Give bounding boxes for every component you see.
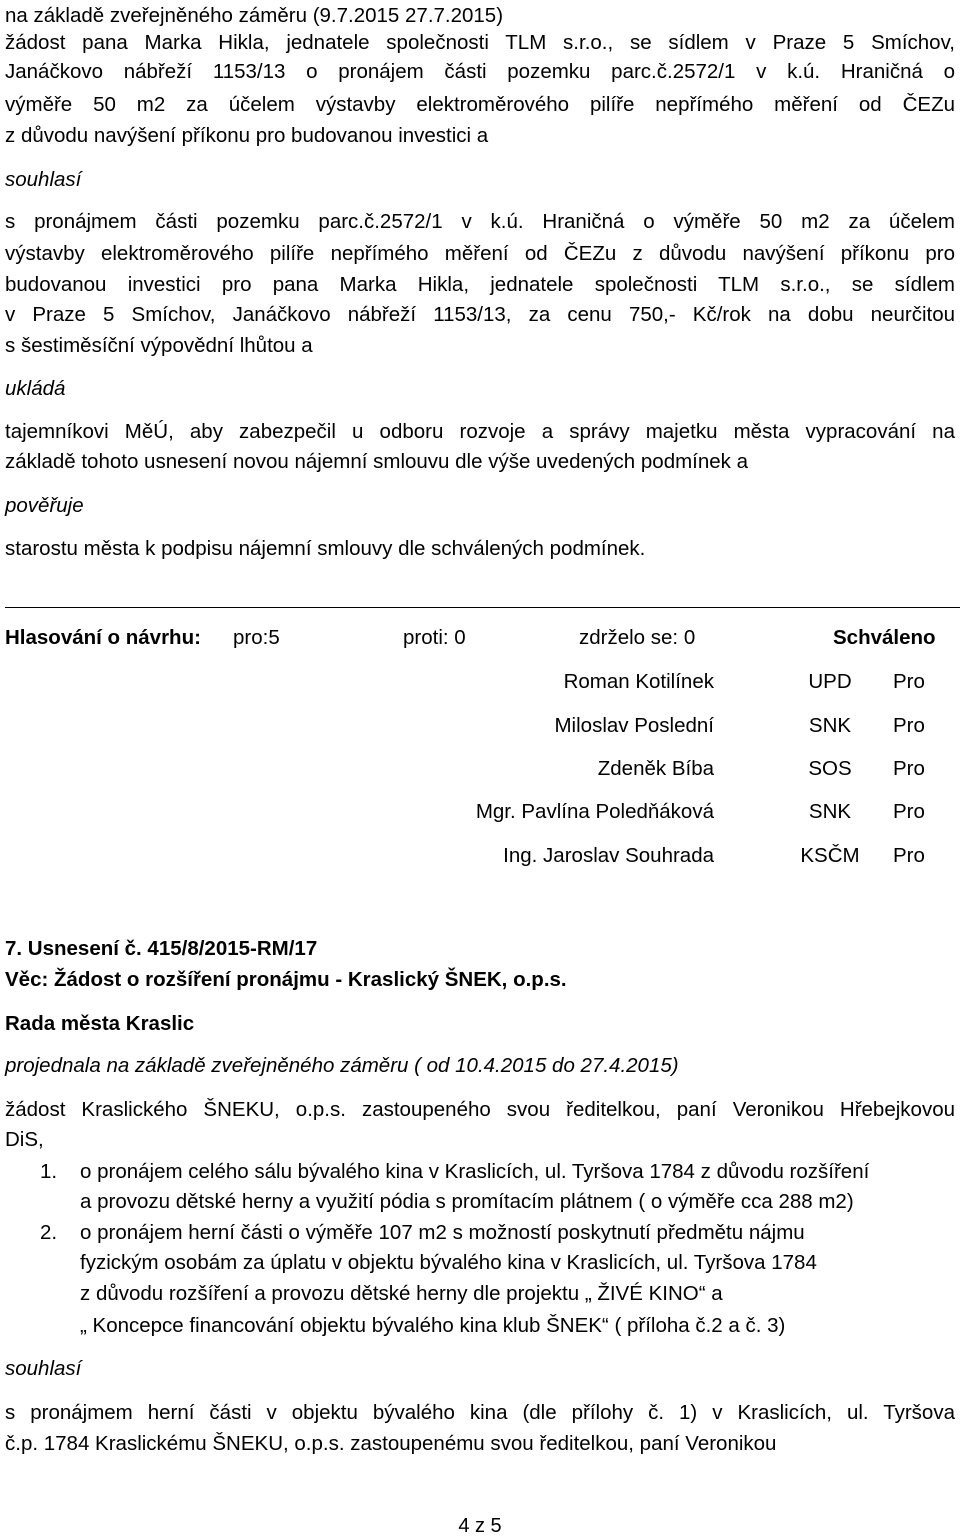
member-name: Ing. Jaroslav Souhrada (503, 844, 714, 867)
text-line: tajemníkovi MěÚ, aby zabezpečil u odboru rozvoje a správy majetku města vypracování na (5, 420, 955, 443)
text-line: na základě zveřejněného záměru (9.7.2015 27.7.2015) (5, 4, 504, 27)
vote-result: Schváleno (833, 626, 936, 649)
text-line: č.p. 1784 Kraslickému ŠNEKU, o.p.s. zastoupenému svou ředitelkou, paní Veronikou (5, 1432, 777, 1455)
text-line: starostu města k podpisu nájemní smlouvy dle schválených podmínek. (5, 537, 646, 560)
text-line: Janáčkovo nábřeží 1153/13 o pronájem části pozemku parc.č.2572/1 v k.ú. Hraničná o (5, 60, 955, 83)
list-number: 2. (40, 1221, 58, 1244)
member-party: KSČM (800, 844, 860, 867)
member-vote: Pro (893, 670, 925, 693)
member-party: SNK (808, 714, 852, 737)
section-divider (5, 607, 960, 608)
projednala-line: projednala na základě zveřejněného záměru ( od 10.4.2015 do 27.4.2015) (5, 1054, 679, 1077)
text-line: o pronájem celého sálu bývalého kina v Kraslicích, ul. Tyršova 1784 z důvodu rozšíření (80, 1160, 870, 1183)
page-number: 4 z 5 (458, 1515, 502, 1537)
text-line: výstavby elektroměrového pilíře nepřímého měření od ČEZu z důvodu navýšení příkonu pro (5, 242, 955, 265)
verb-souhlasi: souhlasí (5, 1357, 82, 1380)
member-vote: Pro (893, 757, 925, 780)
list-number: 1. (40, 1160, 58, 1183)
text-line: s pronájmem části pozemku parc.č.2572/1 v k.ú. Hraničná o výměře 50 m2 za účelem (5, 210, 955, 233)
text-line: žádost pana Marka Hikla, jednatele společnosti TLM s.r.o., se sídlem v Praze 5 Smíchov, (5, 31, 955, 54)
text-line: s pronájmem herní části v objektu bývalého kina (dle přílohy č. 1) v Kraslicích, ul. Tyršova (5, 1401, 955, 1424)
member-name: Miloslav Poslední (554, 714, 714, 737)
member-party: SOS (808, 757, 852, 780)
member-vote: Pro (893, 714, 925, 737)
verb-souhlasi: souhlasí (5, 168, 82, 191)
text-line: výměře 50 m2 za účelem výstavby elektroměrového pilíře nepřímého měření od ČEZu (5, 93, 955, 116)
member-name: Mgr. Pavlína Poledňáková (475, 800, 714, 823)
text-line: základě tohoto usnesení novou nájemní smlouvu dle výše uvedených podmínek a (5, 450, 749, 473)
member-vote: Pro (893, 844, 925, 867)
verb-poveruje: pověřuje (5, 494, 84, 517)
text-line: DiS, (5, 1128, 44, 1151)
voting-label: Hlasování o návrhu: (5, 626, 201, 649)
member-name: Roman Kotilínek (563, 670, 714, 693)
text-line: v Praze 5 Smíchov, Janáčkovo nábřeží 1153/13, za cenu 750,- Kč/rok na dobu neurčitou (5, 303, 955, 326)
text-line: z důvodu rozšíření a provozu dětské herny dle projektu „ ŽIVÉ KINO“ a (80, 1282, 723, 1305)
resolution-body: Rada města Kraslic (5, 1012, 195, 1035)
text-line: o pronájem herní části o výměře 107 m2 s možností poskytnutí předmětu nájmu (80, 1221, 805, 1244)
text-line: žádost Kraslického ŠNEKU, o.p.s. zastoupeného svou ředitelkou, paní Veronikou Hřebejkovou (5, 1098, 955, 1121)
member-vote: Pro (893, 800, 925, 823)
text-line: fyzickým osobám za úplatu v objektu bývalého kina v Kraslicích, ul. Tyršova 1784 (80, 1251, 817, 1274)
member-name: Zdeněk Bíba (597, 757, 714, 780)
text-line: „ Koncepce financování objektu bývalého kina klub ŠNEK“ ( příloha č.2 a č. 3) (80, 1314, 786, 1337)
member-party: SNK (808, 800, 852, 823)
text-line: s šestiměsíční výpovědní lhůtou a (5, 334, 313, 357)
text-line: a provozu dětské herny a využití pódia s promítacím plátnem ( o výměře cca 288 m2) (80, 1190, 854, 1213)
verb-uklada: ukládá (5, 377, 66, 400)
vote-pro-count: pro:5 (233, 626, 280, 649)
vote-proti-count: proti: 0 (403, 626, 466, 649)
text-line: budovanou investici pro pana Marka Hikla, jednatele společnosti TLM s.r.o., se sídlem (5, 273, 955, 296)
resolution-number: 7. Usnesení č. 415/8/2015-RM/17 (5, 937, 318, 960)
vote-abstain-count: zdrželo se: 0 (579, 626, 696, 649)
text-line: z důvodu navýšení příkonu pro budovanou investici a (5, 124, 489, 147)
resolution-subject: Věc: Žádost o rozšíření pronájmu - Kraslický ŠNEK, o.p.s. (5, 968, 567, 991)
member-party: UPD (808, 670, 852, 693)
